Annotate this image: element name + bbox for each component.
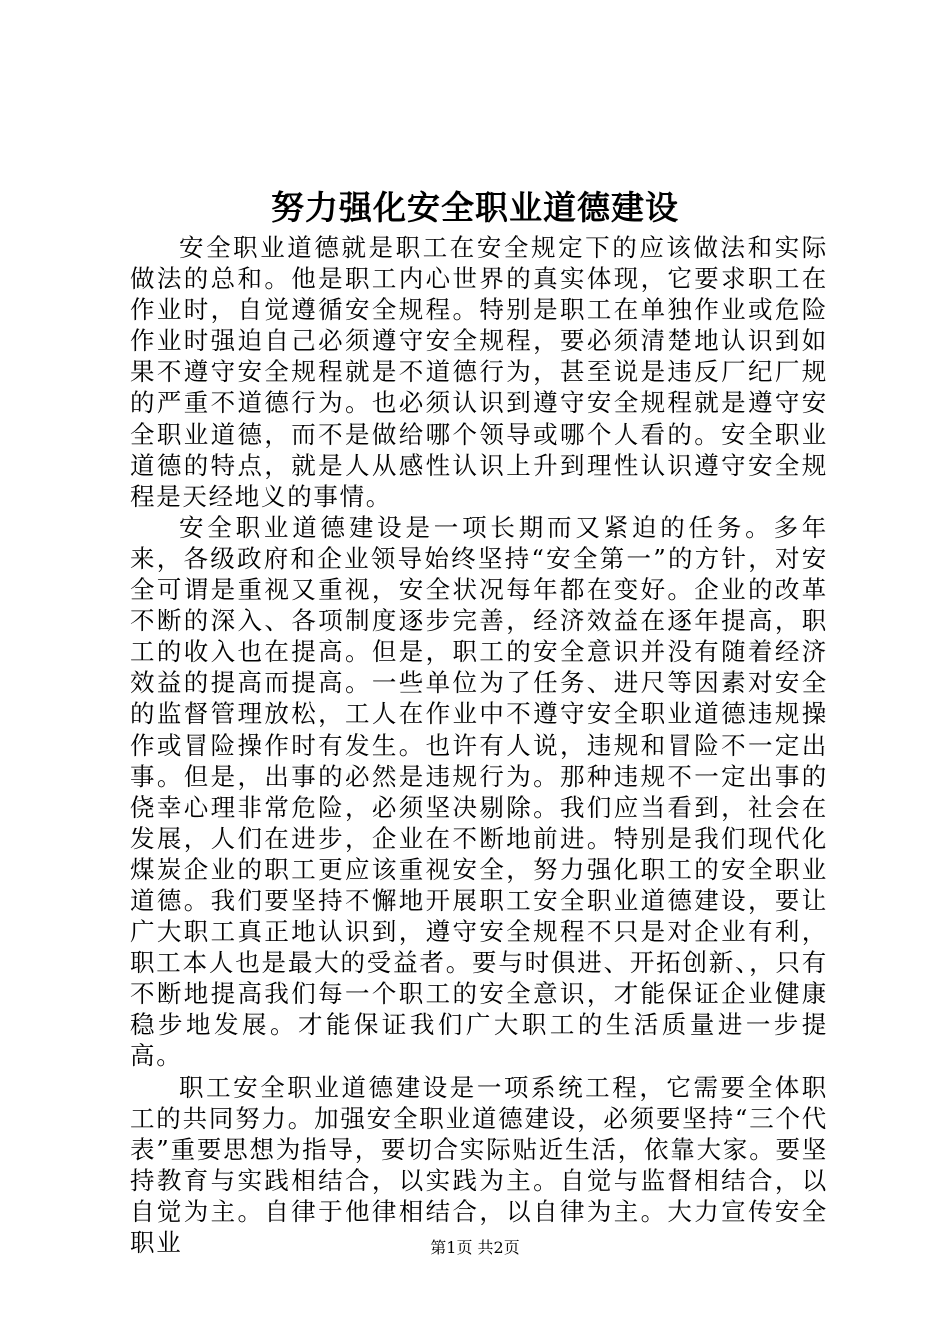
- paragraph-2: 安全职业道德建设是一项长期而又紧迫的任务。多年来，各级政府和企业领导始终坚持“安全第一”的方针，对安全可谓是重视又重视，安全状况每年都在变好。企业的改革不断的深入、各项制度逐步完善，经济效益在逐年提高，职工的收入也在提高。但是，职工的安全意识并没有随着经济效益的提高而提高。一些单位为了任务、进尺等因素对安全的监督管理放松，工人在作业中不遵守安全职业道德违规操作或冒险操作时有发生。也许有人说，违规和冒险不一定出事。但是，出事的必然是违规行为。那种违规不一定出事的侥幸心理非常危险，必须坚决剔除。我们应当看到，社会在发展，人们在进步，企业在不断地前进。特别是我们现代化煤炭企业的职工更应该重视安全，努力强化职工的安全职业道德。我们要坚持不懈地开展职工安全职业道德建设，要让广大职工真正地认识到，遵守安全规程不只是对企业有利，职工本人也是最大的受益者。要与时俱进、开拓创新、，只有不断地提高我们每一个职工的安全意识，才能保证企业健康稳步地发展。才能保证我们广大职工的生活质量进一步提高。: [130, 512, 828, 1071]
- document-body: [130, 232, 828, 1258]
- page-number-footer: 第1页 共2页: [430, 1238, 520, 1257]
- document-title: 努力强化安全职业道德建设: [271, 188, 679, 227]
- paragraph-3: 职工安全职业道德建设是一项系统工程，它需要全体职工的共同努力。加强安全职业道德建设，必须要坚持“三个代表”重要思想为指导，要切合实际贴近生活，依靠大家。要坚持教育与实践相结合，以实践为主。自觉与监督相结合，以自觉为主。自律于他律相结合，以自律为主。大力宣传安全职业: [130, 1072, 828, 1257]
- paragraph-1: 安全职业道德就是职工在安全规定下的应该做法和实际做法的总和。他是职工内心世界的真实体现，它要求职工在作业时，自觉遵循安全规程。特别是职工在单独作业或危险作业时强迫自己必须遵守安全规程，要必须清楚地认识到如果不遵守安全规程就是不道德行为，甚至说是违反厂纪厂规的严重不道德行为。也必须认识到遵守安全规程就是遵守安全职业道德，而不是做给哪个领导或哪个人看的。安全职业道德的特点，就是人从感性认识上升到理性认识遵守安全规程是天经地义的事情。: [130, 233, 828, 511]
